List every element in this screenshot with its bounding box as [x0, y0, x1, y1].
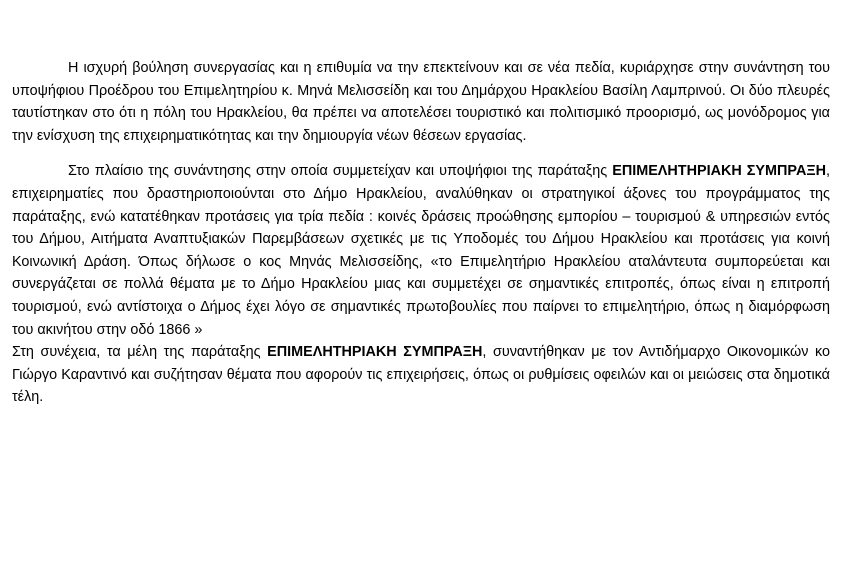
paragraph-2-party-name: ΕΠΙΜΕΛΗΤΗΡΙΑΚΗ ΣΥΜΠΡΑΞΗ — [612, 163, 826, 180]
paragraph-1-text: Η ισχυρή βούληση συνεργασίας και η επιθυμία να την επεκτείνουν και σε νέα πεδία, κυριάρχησε στην συνάντηση του υποψήφιου Προέδρου του Επιμελητηρίου κ. Μηνά Μελισσείδη και του Δημάρχου Ηρακλείου Βασίλη Λαμπρινού. Οι δύο πλευρές ταυτίστηκαν στο ότι η πόλη του Ηρακλείου, θα πρέπει να αποτελέσει τουριστικό και πολιτισμικό προορισμό, ως μονόδρομος για την ενίσχυση της επιχειρηματικότητας και την δημιουργία νέων θέσεων εργασίας. — [12, 60, 830, 144]
paragraph-2-text-end: , επιχειρηματίες που δραστηριοποιούνται στο Δήμο Ηρακλείου, αναλύθηκαν οι στρατηγικοί άξονες του προγράμματος της παράταξης, ενώ κατατέθηκαν προτάσεις για τρία πεδία : κοινές δράσεις προώθησης εμπορίου – τουρισμού & υπηρεσιών εντός του Δήμου, Αιτήματα Αναπτυξιακών Παρεμβάσεων σχετικές με τις Υποδομές του Δήμου Ηρακλείου και προτάσεις για κοινή Κοινωνική Δράση. Όπως δήλωσε ο κος Μηνάς Μελισσείδης, «το Επιμελητήριο Ηρακλείου αταλάντευτα συμπορεύεται και συνεργάζεται σε πολλά θέματα με το Δήμο Ηρακλείου μιας και συμμετέχει σε σημαντικές επιτροπές, όπως είναι η επιτροπή τουρισμού, ενώ αντίστοιχα ο Δήμος έχει λόγο σε σημαντικές πρωτοβουλίες που παίρνει το επιμελητήριο, όπως η διαμόρφωση του ακινήτου στην οδό 1866 » — [12, 163, 830, 338]
paragraph-1 — [12, 57, 830, 147]
paragraph-3 — [12, 341, 830, 409]
paragraph-3-text-end: , συναντήθηκαν με τον Αντιδήμαρχο Οικονομικών κο Γιώργο Καραντινό και συζήτησαν θέματα που αφορούν τις επιχειρήσεις, όπως οι ρυθμίσεις οφειλών και οι μειώσεις στα δημοτικά τέλη. — [12, 344, 831, 406]
paragraph-2 — [12, 160, 830, 341]
paragraph-3-text-start: Στη συνέχεια, τα μέλη της παράταξης — [12, 344, 268, 361]
paragraph-3-party-name: ΕΠΙΜΕΛΗΤΗΡΙΑΚΗ ΣΥΜΠΡΑΞΗ — [267, 344, 483, 361]
document-body — [12, 57, 830, 409]
paragraph-2-text-start: Στο πλαίσιο της συνάντησης στην οποία συμμετείχαν και υποψήφιοι της παράταξης — [68, 163, 613, 180]
